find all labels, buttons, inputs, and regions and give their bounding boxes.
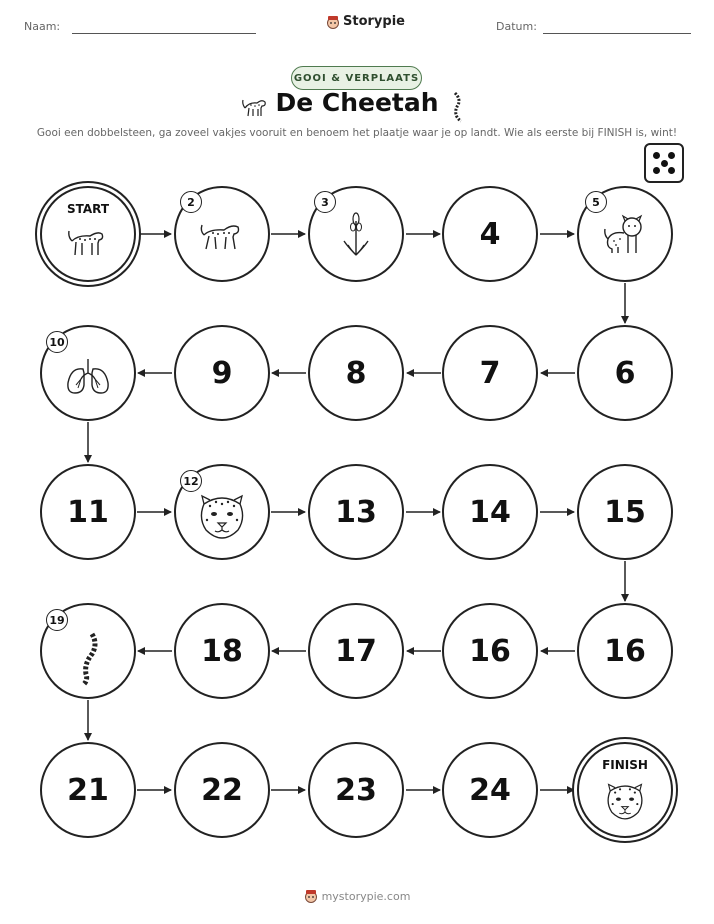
cheetah-face-icon	[194, 490, 250, 540]
cell-number-badge: 5	[585, 191, 607, 213]
cell-number: 6	[614, 355, 636, 391]
board-cell-23	[308, 742, 404, 838]
cell-number: 24	[469, 772, 511, 808]
cell-number: 8	[345, 355, 367, 391]
cell-number: 4	[479, 216, 501, 252]
board-cell-19	[174, 603, 270, 699]
cell-number: 13	[335, 494, 377, 530]
board-cell-24	[442, 742, 538, 838]
cell-number-badge: 10	[46, 331, 68, 353]
cell-number: 14	[469, 494, 511, 530]
cell-number: 23	[335, 772, 377, 808]
cell-number: 18	[201, 633, 243, 669]
name-label: Naam:	[24, 20, 61, 33]
cell-number: 17	[335, 633, 377, 669]
cell-number: 7	[479, 355, 501, 391]
board-cell-9	[174, 325, 270, 421]
board-cell-11	[40, 464, 136, 560]
board-cell-16	[577, 603, 673, 699]
cell-number: 16	[469, 633, 511, 669]
cheetah-face-finish-icon	[602, 779, 648, 821]
cell-number-badge: 12	[180, 470, 202, 492]
cell-number-badge: 2	[180, 191, 202, 213]
start-label: START	[66, 202, 110, 216]
brand-name: Storypie	[343, 14, 405, 29]
board-cell-18	[308, 603, 404, 699]
board-cell-14	[442, 464, 538, 560]
cheetah-standing-icon	[66, 223, 110, 259]
cell-number-badge: 19	[46, 609, 68, 631]
finish-label: FINISH	[602, 758, 648, 772]
game-type-badge: GOOI & VERPLAATS	[291, 66, 422, 90]
cell-number: 11	[67, 494, 109, 530]
footer-url: mystorypie.com	[321, 889, 411, 903]
cell-number: 9	[211, 355, 233, 391]
cell-number: 16	[604, 633, 646, 669]
footer-mascot-icon	[304, 889, 318, 903]
cell-number: 15	[604, 494, 646, 530]
page-title: De Cheetah	[275, 88, 439, 117]
board-cell-17	[442, 603, 538, 699]
cell-number: 21	[67, 772, 109, 808]
cheetah-cub-icon	[602, 213, 648, 255]
date-label: Datum:	[496, 20, 537, 33]
board-cell-21	[40, 742, 136, 838]
footer	[0, 889, 714, 903]
board-cell-15	[577, 464, 673, 560]
cell-number-badge: 3	[314, 191, 336, 213]
cell-number: 22	[201, 772, 243, 808]
spine-icon	[70, 630, 106, 686]
board-cell-13	[308, 464, 404, 560]
grass-wheat-icon	[340, 211, 372, 257]
lungs-icon	[63, 357, 113, 397]
board-cell-22	[174, 742, 270, 838]
board-cell-finish	[577, 742, 673, 838]
board-cell-6	[577, 325, 673, 421]
instructions: Gooi een dobbelsteen, ga zoveel vakjes vooruit en benoem het plaatje waar je op landt. Wie als eerste bij FINISH is, wint!	[36, 127, 678, 139]
board-cell-8	[308, 325, 404, 421]
board-cell-start	[40, 186, 136, 282]
board-cell-4	[442, 186, 538, 282]
cheetah-walking-icon	[198, 215, 246, 253]
board-cell-7	[442, 325, 538, 421]
